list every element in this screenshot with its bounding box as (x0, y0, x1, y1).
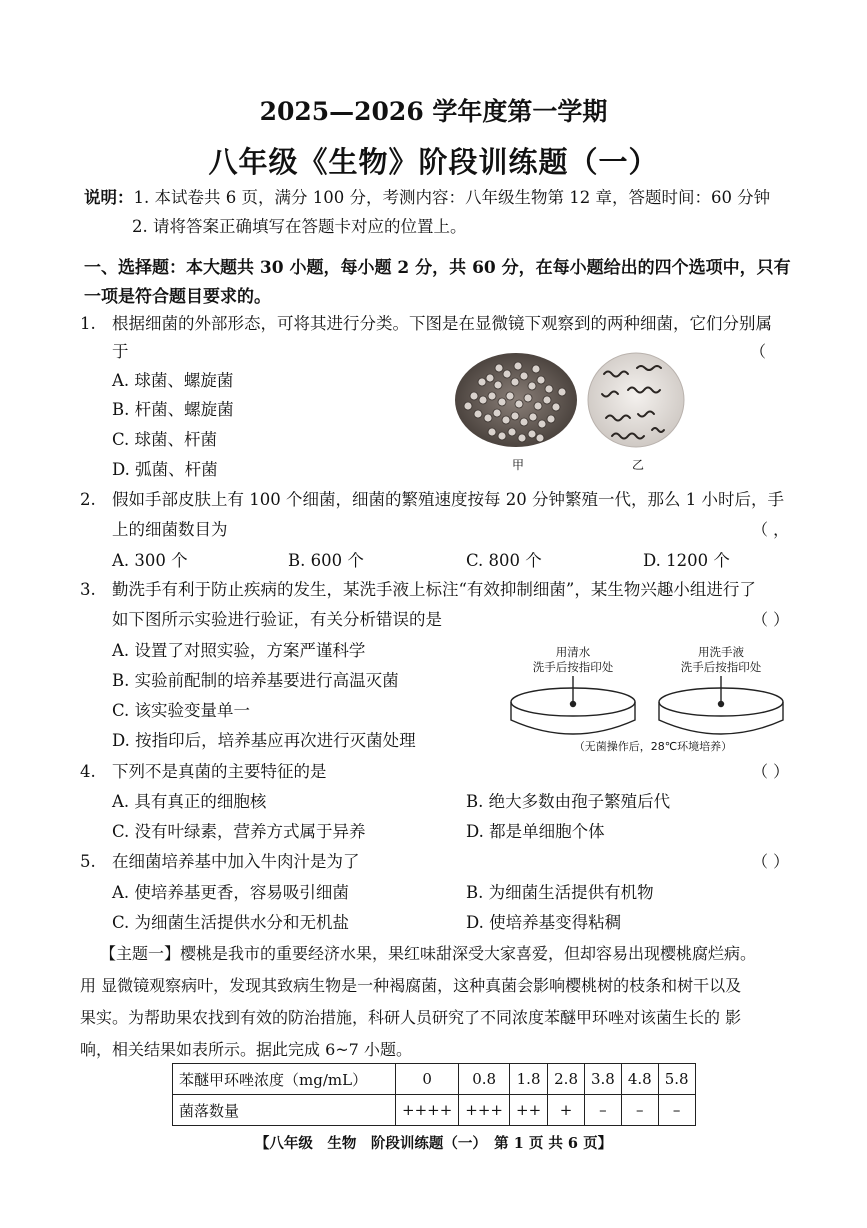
q5-option-a: A. 使培养基更香，容易吸引细菌 (112, 883, 349, 902)
q4-option-b: B. 绝大多数由孢子繁殖后代 (466, 792, 671, 811)
q2-stem-line2: 上的细菌数目为 (112, 520, 228, 539)
q2-number: 2. (80, 490, 96, 509)
q2-option-d: D. 1200 个 (643, 551, 730, 570)
table-cell: 3.8 (585, 1064, 622, 1095)
q1-option-a: A. 球菌、螺旋菌 (112, 371, 234, 390)
dish1-label-line1: 用清水 (555, 645, 591, 659)
table-cell: ++ (510, 1095, 548, 1126)
q1-option-c: C. 球菌、杆菌 (112, 430, 218, 449)
petri-dish-handwash (659, 676, 783, 734)
instruction-item-2: 2. 请将答案正确填写在答题卡对应的位置上。 (132, 217, 467, 236)
coccus-micrograph (455, 353, 577, 447)
q5-answer-paren: （ ） (752, 852, 790, 871)
table-cell: +++ (459, 1095, 510, 1126)
theme1-line2: 用 显微镜观察病叶，发现其致病生物是一种褐腐菌，这种真菌会影响樱桃树的枝条和树干以及 (80, 976, 742, 995)
spirillum-micrograph (588, 353, 684, 447)
table-cell: 4.8 (621, 1064, 658, 1095)
q2-stem-line1: 假如手部皮肤上有 100 个细菌，细菌的繁殖速度按每 20 分钟繁殖一代，那么 1 小时后，手 (112, 490, 784, 509)
q1-stem-line2: 于 (112, 342, 129, 361)
table-cell: 2.8 (548, 1064, 585, 1095)
q1-number: 1. (80, 314, 96, 333)
petri-dish-experiment-diagram (505, 640, 805, 758)
instructions (84, 188, 770, 208)
concentration-table (172, 1063, 696, 1126)
table-cell: ++++ (396, 1095, 459, 1126)
section-heading-line2: 一项是符合题目要求的。 (84, 287, 271, 307)
q3-option-d: D. 按指印后，培养基应再次进行灭菌处理 (112, 731, 416, 750)
q1-answer-paren: （ (750, 342, 767, 361)
q4-option-a: A. 具有真正的细胞核 (112, 792, 267, 811)
q1-option-b: B. 杆菌、螺旋菌 (112, 400, 234, 419)
table-cell: 菌落数量 (173, 1095, 396, 1126)
q2-option-c: C. 800 个 (466, 551, 542, 570)
q4-option-c: C. 没有叶绿素，营养方式属于异养 (112, 822, 366, 841)
dish2-label-line2: 洗手后按指印处 (680, 660, 762, 674)
table-cell: – (658, 1095, 695, 1126)
q1-stem-line1: 根据细菌的外部形态，可将其进行分类。下图是在显微镜下观察到的两种细菌，它们分别属 (112, 314, 772, 333)
q3-stem-line1: 勤洗手有利于防止疾病的发生，某洗手液上标注“有效抑制细菌”，某生物兴趣小组进行了 (112, 580, 756, 599)
dish1-label-line2: 洗手后按指印处 (532, 660, 614, 674)
q2-option-a: A. 300 个 (112, 551, 188, 570)
table-cell: 1.8 (510, 1064, 548, 1095)
exam-term-title: 2025—2026 学年度第一学期 (259, 97, 608, 126)
table-cell: – (585, 1095, 622, 1126)
q4-number: 4. (80, 762, 96, 781)
table-cell: 0 (396, 1064, 459, 1095)
micrograph-label-b: 乙 (632, 458, 645, 472)
dish-caption: （无菌操作后，28℃环境培养） (573, 740, 733, 753)
q4-answer-paren: （ ） (752, 762, 790, 781)
exam-title: 八年级《生物》阶段训练题（一） (208, 145, 659, 179)
micrograph-label-a: 甲 (512, 458, 525, 472)
q3-option-a: A. 设置了对照实验，方案严谨科学 (112, 641, 366, 660)
bacteria-micrograph-figure (452, 352, 692, 477)
q2-answer-paren: （ ， (752, 520, 790, 539)
table-cell: 5.8 (658, 1064, 695, 1095)
theme1-line4: 响，相关结果如表所示。据此完成 6~7 小题。 (80, 1040, 412, 1059)
table-cell: 0.8 (459, 1064, 510, 1095)
q5-option-b: B. 为细菌生活提供有机物 (466, 883, 654, 902)
theme1-line1: 【主题一】樱桃是我市的重要经济水果，果红味甜深受大家喜爱，但却容易出现樱桃腐烂病。 (100, 944, 757, 963)
q5-option-c: C. 为细菌生活提供水分和无机盐 (112, 913, 350, 932)
table-row (173, 1095, 696, 1126)
theme1-line3: 果实。为帮助果农找到有效的防治措施，科研人员研究了不同浓度苯醚甲环唑对该菌生长的 影 (80, 1008, 742, 1027)
q3-number: 3. (80, 580, 96, 599)
q5-option-d: D. 使培养基变得粘稠 (466, 913, 622, 932)
instructions-label: 说明： (84, 188, 134, 207)
q3-stem-line2: 如下图所示实验进行验证，有关分析错误的是 (112, 610, 442, 629)
q2-option-b: B. 600 个 (288, 551, 364, 570)
q4-stem: 下列不是真菌的主要特征的是 (112, 762, 327, 781)
q4-option-d: D. 都是单细胞个体 (466, 822, 605, 841)
table-cell: + (548, 1095, 585, 1126)
q3-answer-paren: （ ） (752, 610, 790, 629)
instruction-item-1: 1. 本试卷共 6 页，满分 100 分，考测内容：八年级生物第 12 章，答题时间：60 分钟 (133, 188, 771, 207)
q5-number: 5. (80, 852, 96, 871)
table-row (173, 1064, 696, 1095)
page-footer: 【八年级 生物 阶段训练题（一） 第 1 页 共 6 页】 (254, 1135, 613, 1152)
table-cell: 苯醚甲环唑浓度（mg/mL） (173, 1064, 396, 1095)
q1-option-d: D. 弧菌、杆菌 (112, 460, 218, 479)
q3-option-c: C. 该实验变量单一 (112, 701, 251, 720)
section-heading-line1: 一、选择题：本大题共 30 小题，每小题 2 分，共 60 分，在每小题给出的四个选项中，只有 (84, 258, 791, 278)
dish2-label-line1: 用洗手液 (698, 645, 744, 659)
table-cell: – (621, 1095, 658, 1126)
petri-dish-water (511, 676, 635, 734)
q5-stem: 在细菌培养基中加入牛肉汁是为了 (112, 852, 360, 871)
q3-option-b: B. 实验前配制的培养基要进行高温灭菌 (112, 671, 399, 690)
